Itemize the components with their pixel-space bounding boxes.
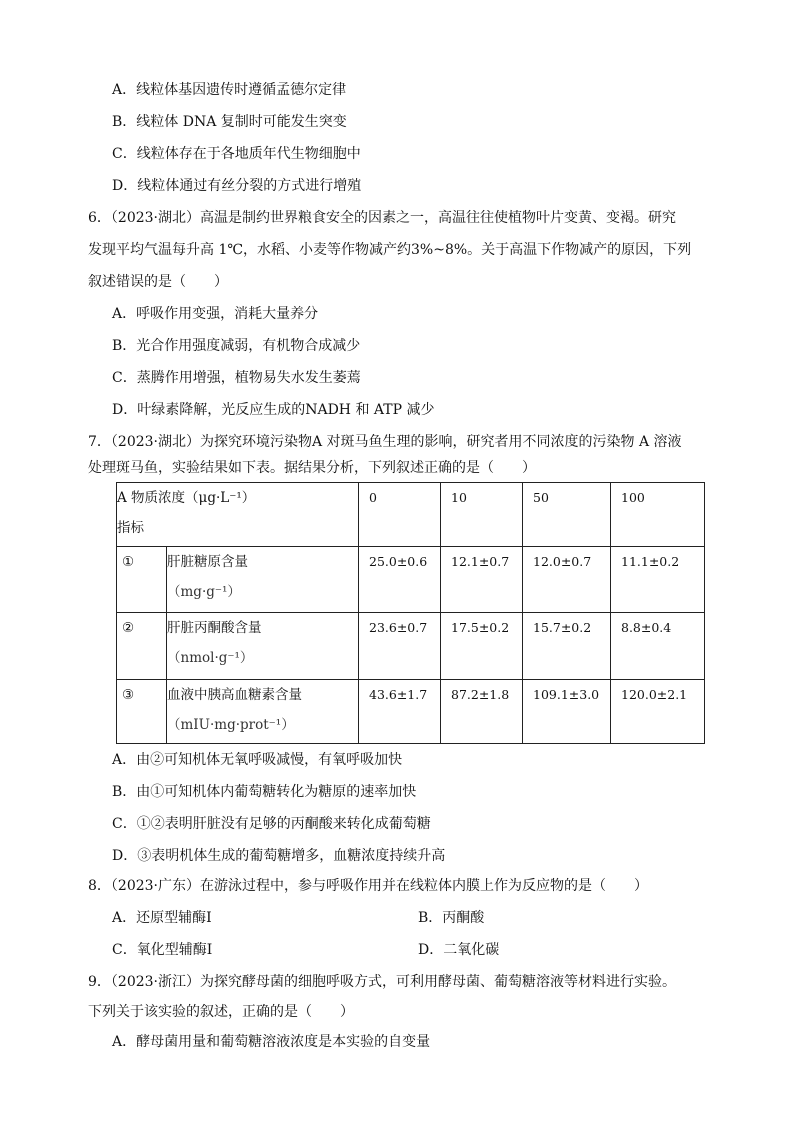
q7-option-d: D．③表明机体生成的葡萄糖增多，血糖浓度持续升高 [112, 848, 446, 864]
value-cell: 120.0±2.1 [611, 680, 705, 744]
q7-option-c: C．①②表明肝脏没有足够的丙酮酸来转化成葡萄糖 [112, 816, 431, 832]
q5-option-a: A．线粒体基因遗传时遵循孟德尔定律 [112, 82, 347, 98]
indicator-name: 肝脏丙酮酸含量 [167, 620, 262, 636]
row-indicator [167, 680, 359, 744]
q6-option-a: A．呼吸作用变强，消耗大量养分 [112, 306, 319, 322]
table-row [117, 680, 705, 744]
value-cell: 11.1±0.2 [611, 547, 705, 613]
indicator-name: 肝脏糖原含量 [167, 554, 248, 570]
q6-option-d: D．叶绿素降解，光反应生成的NADH 和 ATP 减少 [112, 402, 435, 418]
q9-stem-line-1: 9．（2023·浙江）为探究酵母菌的细胞呼吸方式，可利用酵母菌、葡萄糖溶液等材料进行实验。 [88, 974, 676, 990]
row-index-label: ② [121, 620, 135, 636]
q8-stem: 8．（2023·广东）在游泳过程中，参与呼吸作用并在线粒体内膜上作为反应物的是（ ） [88, 878, 648, 894]
header-concentration-label: A 物质浓度（μg·L⁻¹） [117, 490, 256, 506]
indicator-unit: （mg·g⁻¹） [167, 584, 241, 600]
q6-option-b: B．光合作用强度减弱，有机物合成减少 [112, 338, 361, 354]
value-cell: 15.7±0.2 [523, 613, 611, 680]
q6-stem-line-1: 6．（2023·湖北）高温是制约世界粮食安全的因素之一，高温往往使植物叶片变黄、变褐。研究 [88, 210, 676, 226]
q5-option-d: D．线粒体通过有丝分裂的方式进行增殖 [112, 178, 362, 194]
value-cell: 12.0±0.7 [523, 547, 611, 613]
value-cell: 23.6±0.7 [359, 613, 441, 680]
indicator-unit: （nmol·g⁻¹） [167, 650, 254, 666]
row-index-label: ③ [121, 687, 135, 703]
header-concentration-0: 0 [359, 483, 441, 547]
value-cell: 17.5±0.2 [441, 613, 523, 680]
value-cell: 8.8±0.4 [611, 613, 705, 680]
header-concentration-10: 10 [441, 483, 523, 547]
row-indicator [167, 613, 359, 680]
row-index [117, 613, 167, 680]
row-index-label: ① [121, 554, 135, 570]
q9-option-a: A．酵母菌用量和葡萄糖溶液浓度是本实验的自变量 [112, 1034, 431, 1050]
table-row [117, 547, 705, 613]
table-row [117, 613, 705, 680]
value-cell: 109.1±3.0 [523, 680, 611, 744]
q6-stem-line-2: 发现平均气温每升高 1℃，水稻、小麦等作物减产约3%~8%。关于高温下作物减产的原因，下列 [88, 242, 692, 258]
header-indicator-label: 指标 [117, 520, 144, 536]
q5-option-c: C．线粒体存在于各地质年代生物细胞中 [112, 146, 361, 162]
value-cell: 87.2±1.8 [441, 680, 523, 744]
q7-stem-line-1: 7．（2023·湖北）为探究环境污染物A 对斑马鱼生理的影响，研究者用不同浓度的污染物 A 溶液 [88, 434, 682, 450]
row-index [117, 547, 167, 613]
indicator-unit: （mIU·mg·prot⁻¹） [167, 717, 295, 733]
value-cell: 12.1±0.7 [441, 547, 523, 613]
value-cell: 25.0±0.6 [359, 547, 441, 613]
q7-option-b: B．由①可知机体内葡萄糖转化为糖原的速率加快 [112, 784, 417, 800]
header-concentration-100: 100 [611, 483, 705, 547]
q9-stem-line-2: 下列关于该实验的叙述，正确的是（ ） [88, 1004, 354, 1020]
table-header-row [117, 483, 705, 547]
q7-option-a: A．由②可知机体无氧呼吸减慢，有氧呼吸加快 [112, 752, 403, 768]
q8-option-c: C．氧化型辅酶Ⅰ [112, 942, 213, 958]
indicator-name: 血液中胰高血糖素含量 [167, 687, 302, 703]
row-index [117, 680, 167, 744]
q7-stem-line-2: 处理斑马鱼，实验结果如下表。据结果分析，下列叙述正确的是（ ） [88, 460, 536, 476]
q6-option-c: C．蒸腾作用增强，植物易失水发生萎蔫 [112, 370, 361, 386]
q7-data-table [116, 482, 705, 744]
table-header-label [117, 483, 359, 547]
q8-option-a: A．还原型辅酶Ⅰ [112, 910, 212, 926]
header-concentration-50: 50 [523, 483, 611, 547]
q8-option-b: B．丙酮酸 [418, 910, 485, 926]
q5-option-b: B．线粒体 DNA 复制时可能发生突变 [112, 114, 347, 130]
value-cell: 43.6±1.7 [359, 680, 441, 744]
q8-option-d: D．二氧化碳 [418, 942, 500, 958]
row-indicator [167, 547, 359, 613]
q6-stem-line-3: 叙述错误的是（ ） [88, 274, 228, 290]
